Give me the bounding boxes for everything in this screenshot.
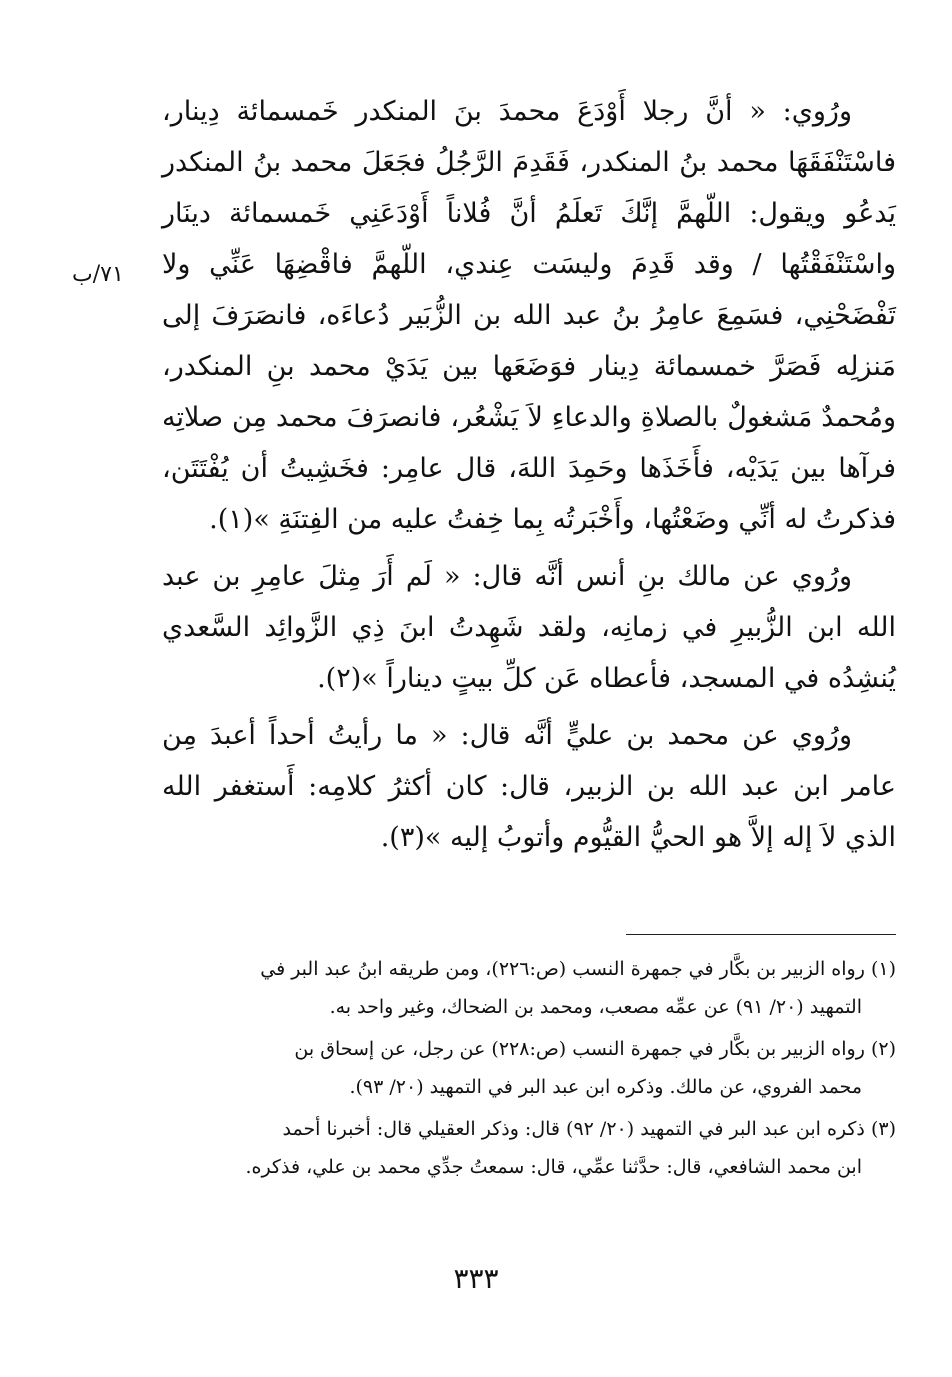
footnote-number: (٣) — [870, 1118, 896, 1140]
footnote-3 — [162, 1110, 896, 1186]
footnote-separator — [626, 934, 896, 935]
footnotes — [162, 950, 896, 1190]
footnote-1 — [162, 950, 896, 1026]
paragraph-1: ورُوي: « أنَّ رجلا أَوْدَعَ محمدَ بنَ المنكدر خَمسمائة دِينار، فاسْتَنْفَقَهَا محمد بنُ المنكدر، فَقَدِمَ الرَّجُلُ فجَعَلَ محمد بنُ المنكدر يَدعُو ويقول: اللّهمَّ إنَّكَ تَعلَمُ أنَّ فُلاناً أَوْدَعَنِي خَمسمائة دينَار واسْتَنْفَقْتُها / وقد قَدِمَ وليسَت عِندي، اللّهمَّ فاقْضِهَا عَنِّي ولا تَفْضَحْنِي، فسَمِعَ عامِرُ بنُ عبد الله بن الزُّبَير دُعاءَه، فانصَرَفَ إلى مَنزلِه فَصَرَّ خمسمائة دِينار فوَضَعَها بين يَدَيْ محمد بنِ المنكدر، ومُحمدٌ مَشغولٌ بالصلاةِ والدعاءِ لاَ يَشْعُر، فانصرَفَ محمد مِن صلاتِه فرآها بين يَدَيْه، فأَخَذَها وحَمِدَ اللهَ، قال عامِر: فخَشِيتُ أن يُفْتَتَن، فذكرتُ له أنِّي وضَعْتُها، وأَخْبَرتُه بِما خِفتُ عليه من الفِتنَةِ »(١). — [162, 96, 896, 535]
page-number: ٣٣٣ — [453, 1262, 499, 1295]
footnote-text-first: رواه الزبير بن بكَّار في جمهرة النسب (ص:٢٢٦)، ومن طريقه ابنُ عبد البر في — [260, 958, 865, 980]
footnote-text-rest: محمد الفروي، عن مالك. وذكره ابن عبد البر في التمهيد (٢٠/ ٩٣). — [349, 1076, 862, 1098]
main-text — [162, 86, 896, 869]
paragraph-3: ورُوي عن محمد بن عليٍّ أنَّه قال: « ما رأيتُ أحداً أعبدَ مِن عامر ابن عبد الله بن الزبير، قال: كان أكثرُ كلامِه: أَستغفر الله الذي لاَ إله إلاَّ هو الحيُّ القيُّوم وأتوبُ إليه »(٣). — [162, 720, 896, 853]
paragraph-2: ورُوي عن مالك بنِ أنس أنَّه قال: « لَم أَرَ مِثلَ عامِرِ بن عبد الله ابن الزُّبيرِ في زمانِه، ولقد شَهِدتُ ابنَ ذِي الزَّوائِد السَّعدي يُنشِدُه في المسجد، فأعطاه عَن كلِّ بيتٍ ديناراً »(٢). — [162, 561, 896, 694]
footnote-number: (٢) — [870, 1038, 896, 1060]
footnote-number: (١) — [870, 958, 896, 980]
margin-folio-note: ٧١/ب — [72, 262, 124, 287]
footnote-2 — [162, 1030, 896, 1106]
footnote-text-rest: التمهيد (٢٠/ ٩١) عن عمِّه مصعب، ومحمد بن الضحاك، وغير واحد به. — [329, 996, 862, 1018]
footnote-text-rest: ابن محمد الشافعي، قال: حدَّثنا عمِّي، قال: سمعتُ جدِّي محمد بن علي، فذكره. — [245, 1156, 862, 1178]
footnote-text-first: رواه الزبير بن بكَّار في جمهرة النسب (ص:٢٢٨) عن رجل، عن إسحاق بن — [294, 1038, 865, 1060]
footnote-text-first: ذكره ابن عبد البر في التمهيد (٢٠/ ٩٢) قال: وذكر العقيلي قال: أخبرنا أحمد — [282, 1118, 865, 1140]
